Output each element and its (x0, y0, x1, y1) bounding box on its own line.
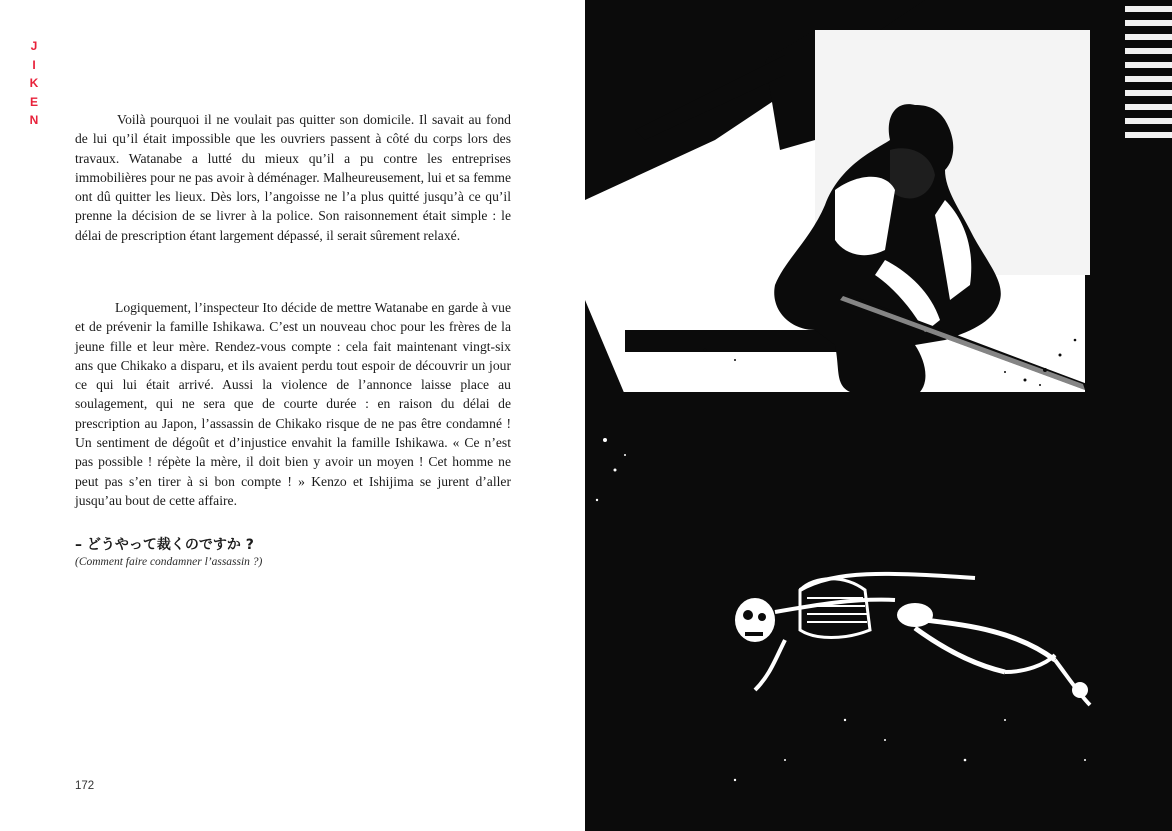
section-heading: – どうやって裁くのですか ? (75, 537, 254, 553)
page-number: 172 (75, 780, 95, 792)
series-label-letter: J (30, 39, 38, 53)
left-page (0, 0, 585, 831)
illustration-page (585, 0, 1172, 831)
section-subheading: (Comment faire condamner l’assassin ?) (75, 556, 263, 568)
series-label (27, 37, 41, 130)
room-scene (585, 0, 1172, 831)
body-paragraph-1: Voilà pourquoi il ne voulait pas quitter son domicile. Il savait au fond de lui qu’il était impossible que les ouvriers passent à côté du corps lors des travaux. Watanabe a lutté du mieux qu’il a pu contre les entreprises immobilières pour ne pas avoir à déménager. Malheureusement, lui et sa femme ont dû quitter les lieux. Dès lors, l’angoisse ne l’a plus quitté jusqu’à ce qu’il prenne la décision de se livrer à la police. Son raisonnement était simple : le délai de prescription étant largement dépassé, il serait sûrement relaxé. (75, 112, 511, 243)
series-label-letter: K (29, 76, 39, 90)
illustration (585, 0, 1172, 831)
series-label-letter: N (29, 113, 39, 127)
series-label-letter: I (32, 57, 36, 72)
series-label-letter: E (29, 94, 38, 109)
body-paragraph-2: Logiquement, l’inspecteur Ito décide de mettre Watanabe en garde à vue et de prévenir la famille Ishikawa. C’est un nouveau choc pour les frères de la jeune fille et leur mère. Rendez-vous compte : cela fait maintenant vingt-six ans que Chikako a disparu, et ils avaient perdu tout espoir de découvrir un jour ce qui lui était arrivé. Aussi la violence de l’annonce laisse place au soulagement, qui ne sera que de courte durée : en raison du délai de prescription au Japon, l’assassin de Chikako risque de ne pas être condamné ! Un sentiment de dégoût et d’injustice envahit la famille Ishikawa. « Ce n’est pas possible ! répète la mère, il doit bien y avoir un moyen ! Cet homme ne peut pas s’en tirer à si bon compte ! » Kenzo et Ishijima se jurent d’aller jusqu’au bout de cette affaire. (75, 300, 511, 508)
